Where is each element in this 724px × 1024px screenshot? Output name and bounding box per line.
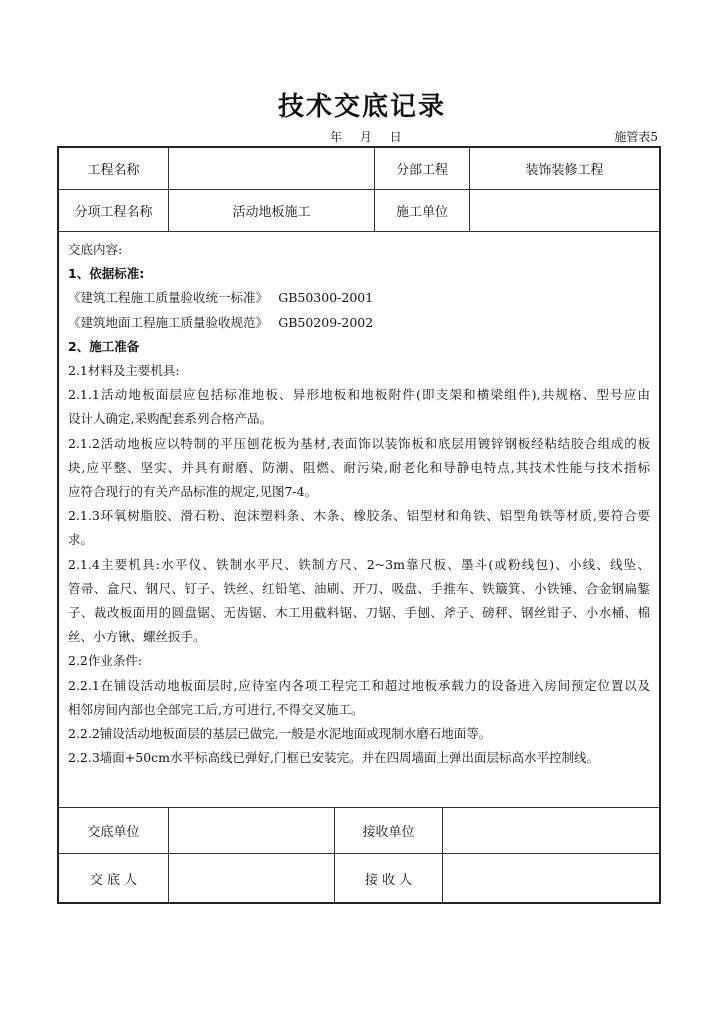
form-number: 施管表5 [614,130,658,144]
content-line: 应符合现行的有关产品标准的规定,见图7-4。 [68,484,318,500]
section-heading: 2、施工准备 [68,338,140,354]
from-unit-value[interactable] [169,808,335,853]
sub-project-value[interactable]: 装饰装修工程 [525,163,604,178]
content-line: 2.1材料及主要机具: [68,363,180,379]
content-line: 交底内容: [68,242,123,257]
unit-value[interactable] [470,190,659,231]
to-person-value[interactable] [443,854,659,902]
item-name-label: 分项工程名称 [59,190,169,231]
page-title: 技术交底记录 [277,92,446,122]
item-name-value[interactable]: 活动地板施工 [169,190,375,231]
record-table [57,146,661,904]
project-name-value[interactable] [169,148,375,189]
date-field: 年 月 日 [330,130,402,144]
content-line: 丝、小方锹、螺丝扳手。 [68,629,206,645]
row-persons [59,854,659,902]
content-line: 子、裁改板面用的圆盘锯、无齿锯、木工用截料锯、刀锯、手刨、斧子、磅秤、钢丝钳子、小水桶、棉 [68,605,650,621]
content-line: 求。 [68,532,94,548]
disclosure-content [59,232,659,808]
content-line: 2.2.2铺设活动地板面层的基层已做完,一般是水泥地面或现制水磨石地面等。 [68,726,492,742]
project-name-label: 工程名称 [59,148,169,189]
content-line: 2.1.3环氧树脂胶、滑石粉、泡沫塑料条、木条、橡胶条、铝型材和角铁、铝型角铁等材质,要符合要 [68,508,650,524]
content-line: 《建筑地面工程施工质量验收规范》 GB50209-2002 [68,314,374,330]
to-unit-label: 接收单位 [335,808,443,853]
row-units [59,808,659,854]
section-heading: 1、依据标准: [68,266,145,282]
content-line: 2.2.3墙面+50cm水平标高线已弹好,门框已安装完。并在四周墙面上弹出面层标高水平控制线。 [68,750,600,766]
content-line: 相邻房间内部也全部完工后,方可进行,不得交叉施工。 [68,701,364,717]
sub-project-label: 分部工程 [375,148,470,189]
to-unit-value[interactable] [443,808,659,853]
from-person-label: 交 底 人 [59,854,169,902]
from-unit-label: 交底单位 [59,808,169,853]
content-line: 2.1.2活动地板应以特制的平压刨花板为基材,表面饰以装饰板和底层用镀锌钢板经粘结胶合组成的板 [68,435,650,451]
content-line: 设计人确定,采购配套系列合格产品。 [68,411,272,427]
content-line: 2.1.4主要机具:水平仪、铁制水平尺、铁制方尺、2~3m靠尺板、墨斗(或粉线包)、小线、线坠、 [68,556,650,572]
to-person-label: 接 收 人 [335,854,443,902]
row-project [59,148,659,190]
content-line: 块,应平整、坚实、并具有耐磨、防潮、阻燃、耐污染,耐老化和导静电特点,其技术性能与技术指标 [68,459,650,475]
content-line: 2.2.1在铺设活动地板面层时,应待室内各项工程完工和超过地板承载力的设备进入房间预定位置以及 [68,677,650,693]
content-lines [68,238,650,770]
unit-label: 施工单位 [375,190,470,231]
content-line: 笤帚、盒尺、钢尺、钉子、铁丝、红铅笔、油刷、开刀、吸盘、手推车、铁簸箕、小铁锤、合金钢扁錾 [68,580,650,596]
content-line: 2.2作业条件: [68,653,143,669]
content-line: 2.1.1活动地板面层应包括标准地板、异形地板和地板附件(即支架和横梁组件),共规格、型号应由 [68,387,650,403]
row-item [59,190,659,232]
content-line: 《建筑工程施工质量验收统一标准》 GB50300-2001 [68,290,374,306]
from-person-value[interactable] [169,854,335,902]
